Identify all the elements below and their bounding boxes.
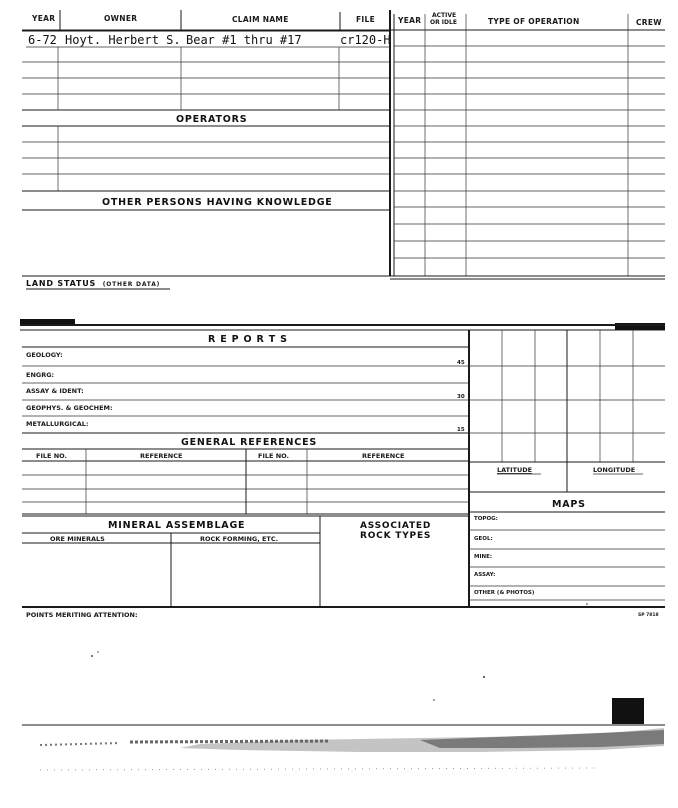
- land-status-title: LAND STATUS (OTHER DATA): [26, 279, 161, 288]
- top-header-row: [22, 10, 665, 31]
- scan-artifacts: [22, 603, 665, 770]
- report-num-45: 45: [457, 360, 465, 366]
- general-references-title: GENERAL REFERENCES: [181, 437, 317, 448]
- entry-file: cr120-H: [340, 33, 391, 47]
- mineral-assemblage-title: MINERAL ASSEMBLAGE: [108, 520, 246, 531]
- report-num-30: 30: [457, 394, 465, 400]
- reports-divider: [20, 319, 665, 330]
- entry-claim-name: Bear #1 thru #17: [186, 33, 302, 47]
- other-persons-section: [22, 197, 390, 210]
- land-status-section: [26, 279, 170, 289]
- operators-title: OPERATORS: [176, 114, 248, 125]
- operations-grid: [22, 10, 665, 279]
- general-references-section: [22, 437, 469, 516]
- header-type-of-operation: TYPE OF OPERATION: [488, 17, 580, 26]
- report-assay: ASSAY & IDENT:: [26, 387, 84, 395]
- reports-title: R E P O R T S: [208, 334, 288, 345]
- header-active: ACTIVE: [432, 12, 457, 19]
- map-topog: TOPOG:: [474, 516, 498, 522]
- header-year: YEAR: [32, 14, 56, 23]
- reports-section: [22, 334, 469, 433]
- header-owner: OWNER: [104, 14, 138, 23]
- ref-header-file-no-2: FILE NO.: [258, 452, 289, 460]
- form-number: SP 7818: [638, 613, 659, 618]
- claims-grid: [22, 47, 390, 110]
- operators-section: [22, 114, 390, 191]
- header-file: FILE: [356, 15, 376, 24]
- entry-owner: Hoyt. Herbert S.: [65, 33, 181, 47]
- report-engrg: ENGRG:: [26, 371, 55, 379]
- ref-header-file-no-1: FILE NO.: [36, 452, 67, 460]
- header-or-idle: OR IDLE: [430, 19, 457, 26]
- other-persons-title: OTHER PERSONS HAVING KNOWLEDGE: [102, 197, 333, 208]
- maps-section: [469, 499, 665, 600]
- report-geophys: GEOPHYS. & GEOCHEM:: [26, 404, 113, 412]
- rock-forming-header: ROCK FORMING, ETC.: [200, 535, 279, 543]
- entry-year: 6-72: [28, 33, 57, 47]
- latitude-label: LATITUDE: [497, 466, 533, 474]
- report-num-15: 15: [457, 427, 465, 433]
- claim-entry-row: [26, 33, 391, 47]
- longitude-label: LONGITUDE: [593, 466, 636, 474]
- ref-header-reference-1: REFERENCE: [140, 452, 183, 460]
- points-meriting-title: POINTS MERITING ATTENTION:: [26, 611, 138, 619]
- mineral-assemblage-section: [22, 516, 431, 607]
- ore-minerals-header: ORE MINERALS: [50, 535, 105, 543]
- points-meriting-section: [22, 607, 665, 619]
- rock-types-title: ROCK TYPES: [360, 531, 432, 541]
- map-other: OTHER (& PHOTOS): [474, 590, 535, 596]
- report-geology: GEOLOGY:: [26, 351, 63, 359]
- ref-header-reference-2: REFERENCE: [362, 452, 405, 460]
- coordinate-grid: [469, 330, 665, 607]
- header-crew: CREW: [636, 18, 662, 27]
- header-claim-name: CLAIM NAME: [232, 15, 289, 24]
- associated-title: ASSOCIATED: [360, 521, 432, 531]
- maps-title: MAPS: [552, 499, 586, 510]
- map-assay: ASSAY:: [474, 572, 496, 578]
- header-year-right: YEAR: [398, 16, 422, 25]
- map-geol: GEOL:: [474, 536, 493, 542]
- report-metallurgical: METALLURGICAL:: [26, 420, 89, 428]
- map-mine: MINE:: [474, 554, 493, 560]
